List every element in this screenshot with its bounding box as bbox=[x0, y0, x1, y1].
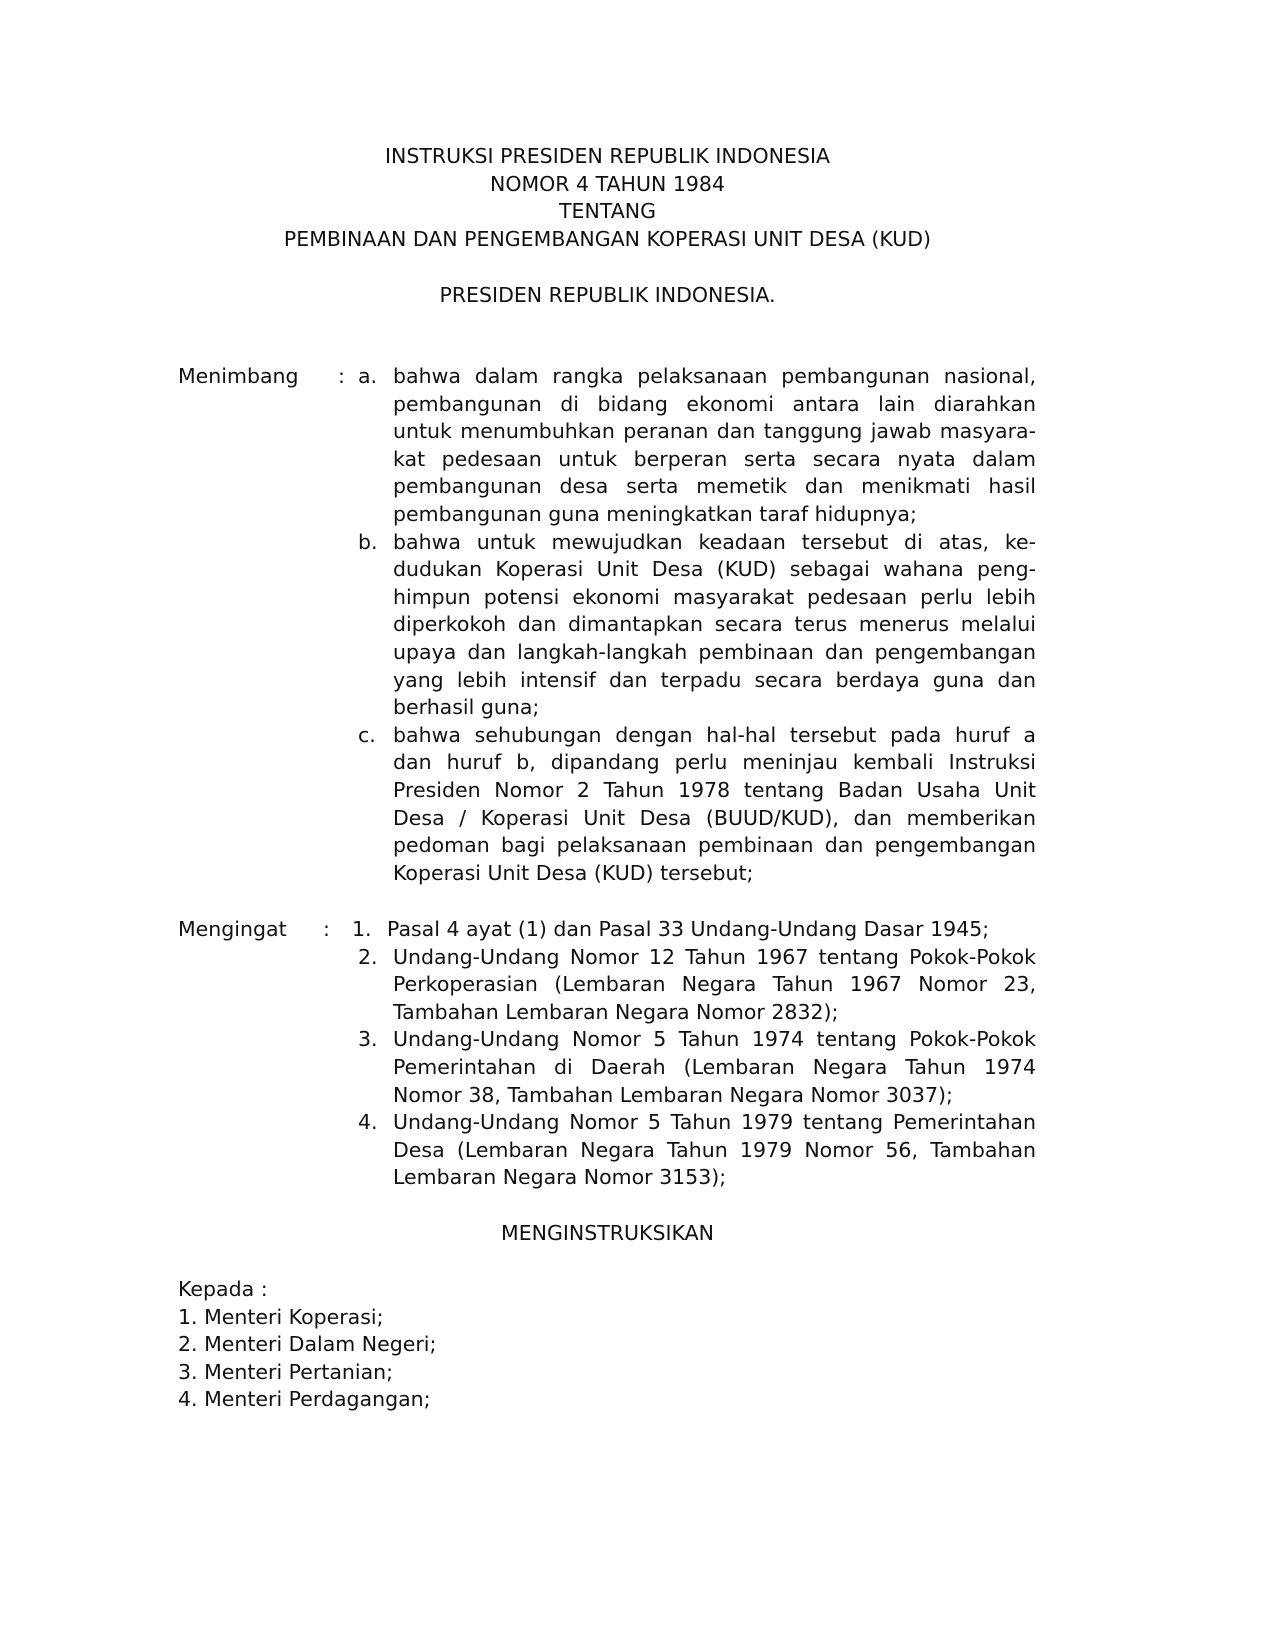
item-text-line: Undang-Undang Nomor 5 Tahun 1979 tentang Pemerintahan bbox=[393, 1110, 1036, 1135]
item-text-line: Desa (Lembaran Negara Tahun 1979 Nomor 56, Tambahan bbox=[393, 1137, 1036, 1162]
title-line: PEMBINAAN DAN PENGEMBANGAN KOPERASI UNIT DESA (KUD) bbox=[283, 226, 932, 251]
kepada-item: 1. Menteri Koperasi; bbox=[178, 1304, 384, 1329]
item-text-line: Undang-Undang Nomor 5 Tahun 1974 tentang Pokok-Pokok bbox=[393, 1027, 1036, 1052]
item-marker: 3. bbox=[358, 1027, 378, 1052]
item-text-line: pembangunan guna meningkatkan taraf hidupnya; bbox=[393, 501, 917, 526]
kepada-item: 4. Menteri Perdagangan; bbox=[178, 1387, 431, 1412]
item-marker: 4. bbox=[358, 1110, 378, 1135]
item-text-line: yang lebih intensif dan terpadu secara berdaya guna dan bbox=[393, 667, 1036, 692]
item-text-line: kat pedesaan untuk berperan serta secara nyata dalam bbox=[393, 446, 1036, 471]
kepada-section bbox=[178, 1276, 436, 1414]
title-line: TENTANG bbox=[559, 199, 656, 224]
mengingat-item bbox=[356, 1026, 1036, 1109]
item-text-line: Presiden Nomor 2 Tahun 1978 tentang Badan Usaha Unit bbox=[393, 777, 1036, 802]
item-text-line: pedoman bagi pelaksanaan pembinaan dan pengembangan bbox=[393, 833, 1036, 858]
item-text-line: Pasal 4 ayat (1) dan Pasal 33 Undang-Undang Dasar 1945; bbox=[387, 917, 990, 941]
item-text-line: himpun potensi ekonomi masyarakat pedesaan perlu lebih bbox=[393, 584, 1036, 609]
mengingat-list bbox=[352, 916, 1036, 1192]
item-text-line: upaya dan langkah-langkah pembinaan dan pengembangan bbox=[393, 639, 1036, 664]
item-text-line: bahwa dalam rangka pelaksanaan pembangunan nasional, bbox=[393, 364, 1036, 388]
kepada-item: 2. Menteri Dalam Negeri; bbox=[178, 1332, 437, 1357]
mengingat-item bbox=[356, 1109, 1036, 1192]
title-line: NOMOR 4 TAHUN 1984 bbox=[489, 171, 725, 196]
item-text-line: pembangunan desa serta memetik dan menikmati hasil bbox=[393, 474, 1036, 499]
mengingat-item bbox=[356, 944, 1036, 1027]
item-text-line: Desa / Koperasi Unit Desa (BUUD/KUD), dan memberikan bbox=[393, 805, 1036, 830]
menimbang-colon: : bbox=[338, 364, 345, 388]
president-heading: PRESIDEN REPUBLIK INDONESIA. bbox=[439, 283, 776, 307]
mengingat-label: Mengingat bbox=[178, 917, 287, 941]
item-text-line: untuk menumbuhkan peranan dan tanggung jawab masyara- bbox=[393, 419, 1036, 444]
item-text-line: Koperasi Unit Desa (KUD) tersebut; bbox=[393, 860, 754, 885]
item-text-line: bahwa untuk mewujudkan keadaan tersebut di atas, ke- bbox=[393, 529, 1036, 554]
item-text-line: dan huruf b, dipandang perlu meninjau kembali Instruksi bbox=[393, 750, 1036, 775]
item-text-line: dudukan Koperasi Unit Desa (KUD) sebagai wahana peng- bbox=[393, 557, 1036, 582]
item-text-line: Tambahan Lembaran Negara Nomor 2832); bbox=[393, 999, 839, 1024]
item-text-line: bahwa sehubungan dengan hal-hal tersebut pada huruf a bbox=[393, 722, 1036, 747]
item-text-line: Perkoperasian (Lembaran Negara Tahun 1967 Nomor 23, bbox=[393, 972, 1036, 997]
menimbang-label: Menimbang bbox=[178, 364, 299, 388]
document-title bbox=[0, 143, 1215, 253]
instruction-heading: MENGINSTRUKSIKAN bbox=[501, 1221, 714, 1245]
menimbang-item bbox=[356, 722, 1036, 888]
item-marker: b. bbox=[358, 529, 378, 554]
kepada-label: Kepada : bbox=[178, 1277, 268, 1301]
title-line: INSTRUKSI PRESIDEN REPUBLIK INDONESIA bbox=[384, 144, 831, 168]
item-text-line: pembangunan di bidang ekonomi antara lain diarahkan bbox=[393, 391, 1036, 416]
item-text-line: Undang-Undang Nomor 12 Tahun 1967 tentang Pokok-Pokok bbox=[393, 944, 1036, 969]
item-text-line: berhasil guna; bbox=[393, 695, 540, 720]
item-text-line: Pemerintahan di Daerah (Lembaran Negara Tahun 1974 bbox=[393, 1054, 1036, 1079]
mengingat-item bbox=[352, 916, 1036, 944]
menimbang-list bbox=[356, 363, 1036, 887]
item-text-line: Lembaran Negara Nomor 3153); bbox=[393, 1165, 727, 1190]
menimbang-item bbox=[356, 529, 1036, 722]
item-marker: c. bbox=[358, 722, 376, 747]
item-text-line: Nomor 38, Tambahan Lembaran Negara Nomor 3037); bbox=[393, 1082, 953, 1107]
item-marker: 2. bbox=[358, 944, 378, 969]
kepada-item: 3. Menteri Pertanian; bbox=[178, 1359, 394, 1384]
item-marker: 1. bbox=[352, 917, 372, 941]
mengingat-colon: : bbox=[323, 917, 330, 941]
item-marker: a. bbox=[358, 364, 378, 388]
item-text-line: diperkokoh dan dimantapkan secara terus menerus melalui bbox=[393, 612, 1036, 637]
menimbang-item bbox=[356, 363, 1036, 529]
